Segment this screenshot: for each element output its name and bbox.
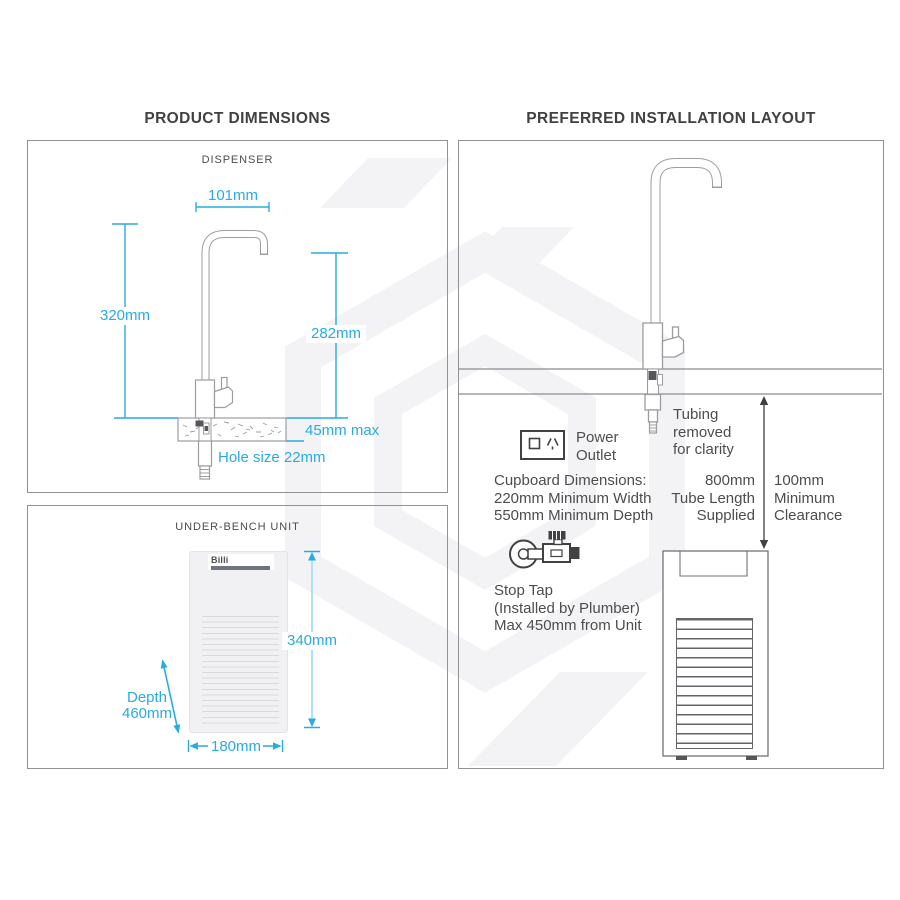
- under-bench-dimensions: [28, 506, 446, 767]
- brand-logo: Billi: [211, 555, 229, 565]
- tube-length-note-line: Tube Length: [671, 489, 755, 507]
- installation-panel: [458, 140, 884, 769]
- stop-tap-note-line: Stop Tap: [494, 582, 553, 599]
- dim-unit-depth: [116, 690, 178, 722]
- dim-overall-height: 320mm: [95, 307, 155, 325]
- installed-unit-vent-grille: [676, 618, 753, 749]
- stop-tap-note: [494, 582, 642, 635]
- power-outlet-icon: [521, 431, 564, 459]
- under-bench-panel: [27, 505, 448, 769]
- cupboard-note-line: 550mm Minimum Depth: [494, 507, 654, 524]
- tube-length-note: [639, 472, 755, 525]
- dispenser-panel: [27, 140, 448, 493]
- bench-cross-section: [178, 418, 286, 441]
- power-outlet-label-line: Power: [576, 429, 619, 446]
- dim-hole-size: Hole size 22mm: [218, 449, 326, 466]
- tubing-note-line: removed: [673, 423, 732, 441]
- cupboard-note: [494, 472, 653, 525]
- power-outlet-label-line: Outlet: [576, 446, 617, 464]
- stop-tap-icon: [510, 531, 580, 568]
- depth-label-line: Depth: [126, 689, 168, 706]
- clearance-dimension-arrow: [760, 396, 768, 549]
- clearance-note: [774, 472, 842, 525]
- clearance-note-line: 100mm: [774, 472, 825, 489]
- stop-tap-note-line: (Installed by Plumber): [494, 599, 640, 617]
- right-section-title: PREFERRED INSTALLATION LAYOUT: [526, 110, 816, 127]
- tubing-note: [673, 406, 734, 459]
- dispenser-label: DISPENSER: [201, 154, 274, 166]
- clearance-note-line: Clearance: [774, 507, 843, 524]
- dim-spout-width: 101mm: [207, 187, 259, 204]
- dim-unit-width: 180mm: [210, 738, 262, 755]
- installed-tap-drawing: [643, 163, 717, 433]
- cupboard-note-line: 220mm Minimum Width: [494, 489, 652, 507]
- stop-tap-note-line: Max 450mm from Unit: [494, 617, 642, 634]
- tube-length-note-line: 800mm: [704, 472, 755, 489]
- tubing-note-line: Tubing: [673, 406, 719, 423]
- dim-unit-height: 340mm: [282, 632, 342, 650]
- bench-lines: [459, 369, 882, 394]
- cupboard-note-line: Cupboard Dimensions:: [494, 472, 647, 489]
- dim-bench-thickness: 45mm max: [305, 422, 380, 439]
- dim-spout-height: 282mm: [306, 325, 366, 343]
- tubing-note-line: for clarity: [673, 441, 734, 458]
- left-section-title: PRODUCT DIMENSIONS: [144, 110, 331, 127]
- power-outlet-label: [576, 429, 619, 464]
- installation-drawing: [459, 141, 882, 767]
- depth-value-line: 460mm: [121, 705, 173, 722]
- dispenser-tap-drawing: [196, 234, 265, 479]
- clearance-note-line: Minimum: [774, 489, 835, 507]
- tube-length-note-line: Supplied: [696, 507, 755, 524]
- under-bench-label: UNDER-BENCH UNIT: [175, 521, 300, 533]
